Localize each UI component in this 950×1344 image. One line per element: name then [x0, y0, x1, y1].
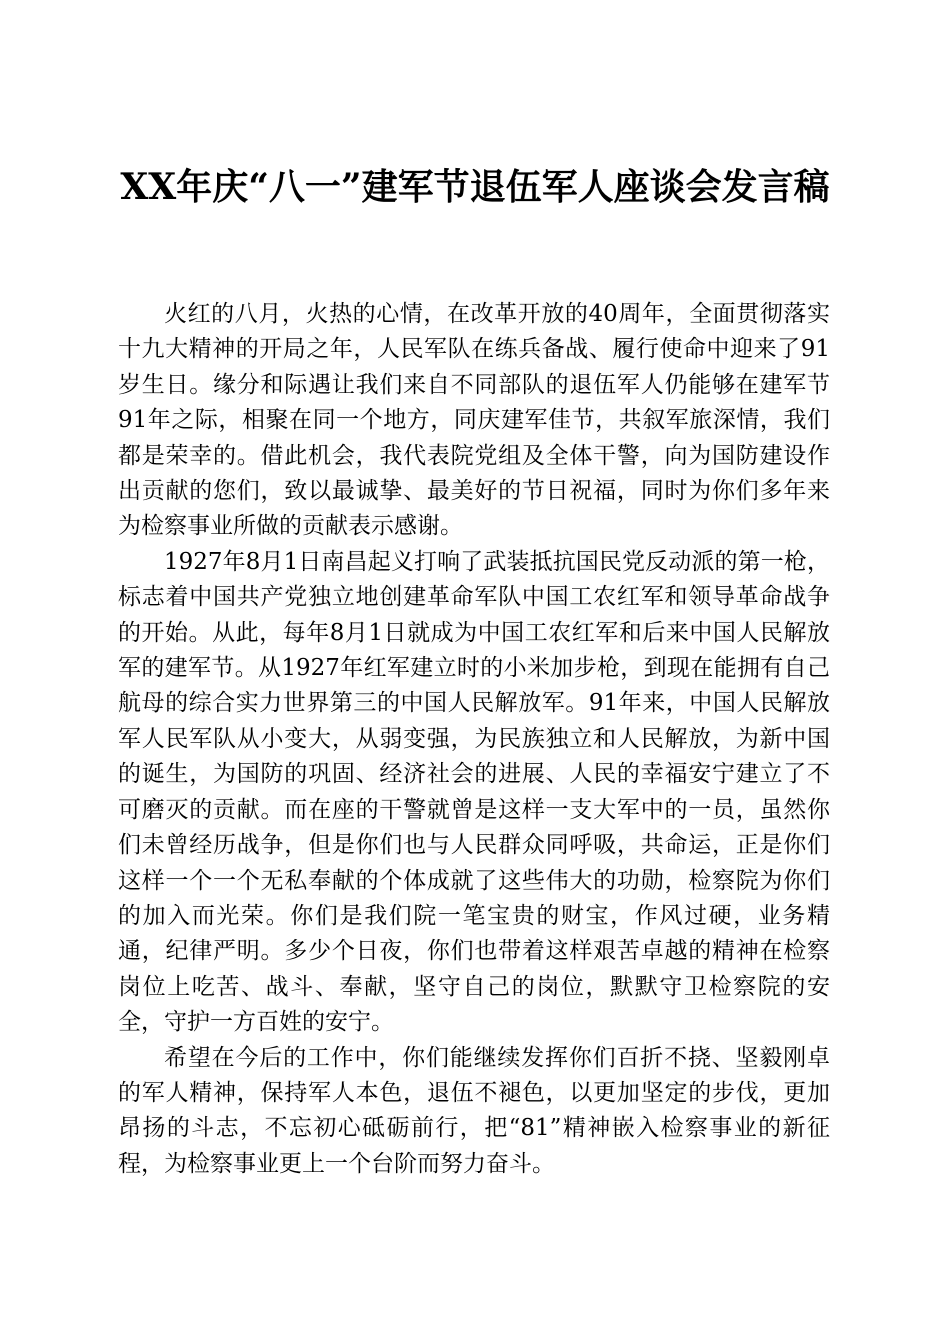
paragraph-1: 火红的八月，火热的心情，在改革开放的40周年，全面贯彻落实十九大精神的开局之年，人民军队在练兵备战、履行使命中迎来了91岁生日。缘分和际遇让我们来自不同部队的退伍军人仍能够在建军节91年之际，相聚在同一个地方，同庆建军佳节，共叙军旅深情，我们都是荣幸的。借此机会，我代表院党组及全体干警，向为国防建设作出贡献的您们，致以最诚挚、最美好的节日祝福，同时为你们多年来为检察事业所做的贡献表示感谢。 [118, 301, 830, 540]
paragraph-2: 1927年8月1日南昌起义打响了武装抵抗国民党反动派的第一枪，标志着中国共产党独立地创建革命军队中国工农红军和领导革命战争的开始。从此，每年8月1日就成为中国工农红军和后来中国人民解放军的建军节。从1927年红军建立时的小米加步枪，到现在能拥有自己航母的综合实力世界第三的中国人民解放军。91年来，中国人民解放军人民军队从小变大，从弱变强，为民族独立和人民解放，为新中国的诞生，为国防的巩固、经济社会的进展、人民的幸福安宁建立了不可磨灭的贡献。而在座的干警就曾是这样一支大军中的一员，虽然你们未曾经历战争，但是你们也与人民群众同呼吸，共命运，正是你们这样一个一个无私奉献的个体成就了这些伟大的功勋，检察院为你们的加入而光荣。你们是我们院一笔宝贵的财宝，作风过硬，业务精通，纪律严明。多少个日夜，你们也带着这样艰苦卓越的精神在检察岗位上吃苦、战斗、奉献，坚守自己的岗位，默默守卫检察院的安全，守护一方百姓的安宁。 [118, 548, 830, 1036]
document-body [118, 297, 830, 1182]
paragraph-3: 希望在今后的工作中，你们能继续发挥你们百折不挠、坚毅刚卓的军人精神，保持军人本色，退伍不褪色，以更加坚定的步伐，更加昂扬的斗志，不忘初心砥砺前行，把“81”精神嵌入检察事业的新征程，为检察事业更上一个台阶而努力奋斗。 [118, 1044, 830, 1177]
document-title: XX年庆“八一”建军节退伍军人座谈会发言稿 [120, 166, 830, 208]
